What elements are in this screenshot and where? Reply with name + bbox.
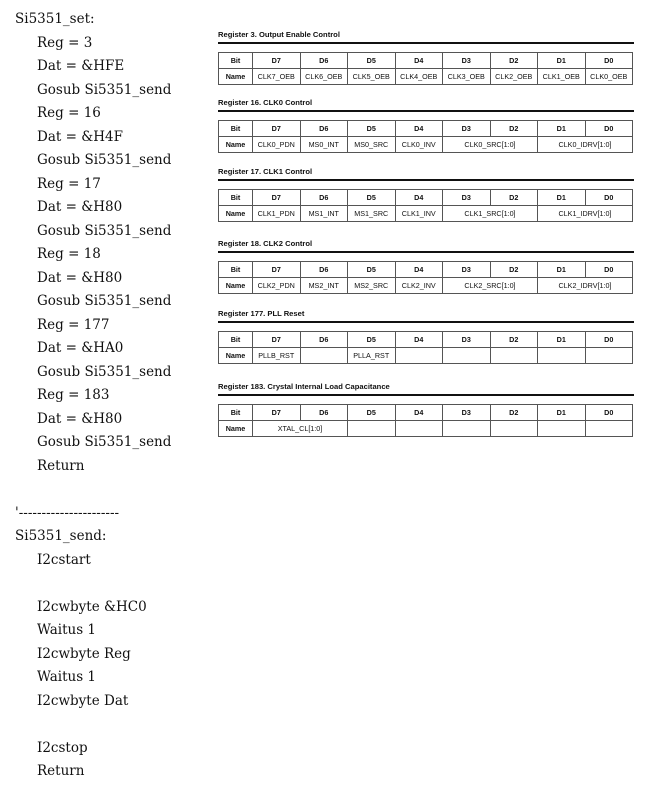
name-label: Name <box>219 421 253 437</box>
bit-header: D3 <box>443 332 491 348</box>
bit-row <box>219 332 633 348</box>
code-line: Reg = 177 <box>37 316 110 333</box>
field-cell: CLK2_PDN <box>253 278 301 294</box>
field-cell: CLK4_OEB <box>395 69 443 85</box>
field-cell: CLK7_OEB <box>253 69 301 85</box>
code-line: Gosub Si5351_send <box>37 222 172 239</box>
code-line: Dat = &HFE <box>37 58 125 74</box>
register-183-section <box>218 381 634 437</box>
register-table <box>218 331 633 364</box>
bit-header: D5 <box>348 121 396 137</box>
field-cell: CLK1_PDN <box>253 206 301 222</box>
field-cell <box>585 348 633 364</box>
bit-header: D0 <box>585 53 633 69</box>
title-rule <box>218 42 634 44</box>
bit-header: D2 <box>490 405 538 421</box>
code-line: Dat = &H80 <box>37 199 123 215</box>
bit-header: D6 <box>300 262 348 278</box>
code-line: Waitus 1 <box>37 622 96 638</box>
bit-header: D6 <box>300 53 348 69</box>
field-cell: CLK1_INV <box>395 206 443 222</box>
name-label: Name <box>219 206 253 222</box>
code-line: Gosub Si5351_send <box>37 152 172 168</box>
register-title: Register 183. Crystal Internal Load Capacitance <box>218 382 390 391</box>
register-table <box>218 261 633 294</box>
bit-row <box>219 121 633 137</box>
name-label: Name <box>219 137 253 153</box>
code-line: Reg = 3 <box>37 34 93 51</box>
code-line: I2cstart <box>37 551 91 568</box>
field-cell: CLK2_IDRV[1:0] <box>538 278 633 294</box>
bit-label: Bit <box>219 190 253 206</box>
code-line: I2cwbyte Dat <box>37 692 129 709</box>
name-label: Name <box>219 69 253 85</box>
field-cell: CLK1_IDRV[1:0] <box>538 206 633 222</box>
bit-header: D0 <box>585 121 633 137</box>
bit-label: Bit <box>219 53 253 69</box>
field-cell <box>538 421 586 437</box>
label-si5351-send: Si5351_send: <box>15 528 107 544</box>
code-line: Reg = 183 <box>37 387 110 403</box>
name-label: Name <box>219 348 253 364</box>
bit-label: Bit <box>219 121 253 137</box>
code-line: Gosub Si5351_send <box>37 81 172 98</box>
bit-header: D6 <box>300 405 348 421</box>
bit-header: D3 <box>443 405 491 421</box>
field-cell <box>585 421 633 437</box>
register-table <box>218 120 633 153</box>
field-cell <box>538 348 586 364</box>
code-line: Return <box>37 763 85 779</box>
field-cell: MS0_INT <box>300 137 348 153</box>
bit-header: D5 <box>348 53 396 69</box>
code-line: Waitus 1 <box>37 669 96 685</box>
field-cell: MS0_SRC <box>348 137 396 153</box>
name-row <box>219 348 633 364</box>
bit-header: D3 <box>443 53 491 69</box>
bit-header: D0 <box>585 262 633 278</box>
field-cell: CLK0_PDN <box>253 137 301 153</box>
field-cell <box>443 421 491 437</box>
bit-row <box>219 405 633 421</box>
bit-header: D6 <box>300 332 348 348</box>
register-title: Register 18. CLK2 Control <box>218 239 313 248</box>
bit-label: Bit <box>219 332 253 348</box>
bit-header: D4 <box>395 262 443 278</box>
field-cell <box>443 348 491 364</box>
bit-header: D1 <box>538 262 586 278</box>
code-line: Reg = 18 <box>37 246 101 262</box>
field-cell: CLK6_OEB <box>300 69 348 85</box>
blank-line <box>15 573 171 597</box>
separator-comment: '---------------------- <box>15 504 120 521</box>
bit-header: D0 <box>585 405 633 421</box>
field-cell: CLK0_SRC[1:0] <box>443 137 538 153</box>
code-line: Gosub Si5351_send <box>37 363 172 380</box>
bit-header: D3 <box>443 190 491 206</box>
code-line: Reg = 17 <box>37 175 101 192</box>
code-line: Gosub Si5351_send <box>37 293 172 309</box>
bit-header: D2 <box>490 332 538 348</box>
field-cell: CLK2_OEB <box>490 69 538 85</box>
bit-header: D2 <box>490 121 538 137</box>
bit-header: D4 <box>395 190 443 206</box>
bit-header: D4 <box>395 121 443 137</box>
bit-header: D2 <box>490 262 538 278</box>
field-cell: CLK3_OEB <box>443 69 491 85</box>
field-cell: CLK0_IDRV[1:0] <box>538 137 633 153</box>
title-rule <box>218 321 634 323</box>
title-rule <box>218 251 634 253</box>
code-listing <box>15 9 171 785</box>
field-cell: CLK1_SRC[1:0] <box>443 206 538 222</box>
field-cell <box>300 348 348 364</box>
code-line: Return <box>37 457 85 474</box>
field-cell <box>490 421 538 437</box>
code-line: I2cstop <box>37 739 88 756</box>
blank-line <box>15 714 171 738</box>
name-row <box>219 206 633 222</box>
bit-header: D1 <box>538 332 586 348</box>
code-line: Dat = &HA0 <box>37 340 124 356</box>
field-cell: CLK0_OEB <box>585 69 633 85</box>
register-title: Register 16. CLK0 Control <box>218 98 313 107</box>
register-table <box>218 189 633 222</box>
bit-header: D3 <box>443 262 491 278</box>
bit-header: D6 <box>300 121 348 137</box>
title-rule <box>218 110 634 112</box>
field-cell: MS2_SRC <box>348 278 396 294</box>
field-cell: CLK2_SRC[1:0] <box>443 278 538 294</box>
bit-row <box>219 190 633 206</box>
field-cell: MS1_INT <box>300 206 348 222</box>
title-rule <box>218 394 634 396</box>
field-cell: MS2_INT <box>300 278 348 294</box>
code-line: I2cwbyte &HC0 <box>37 598 147 615</box>
register-title: Register 17. CLK1 Control <box>218 167 313 176</box>
name-row <box>219 137 633 153</box>
field-cell <box>395 348 443 364</box>
bit-header: D7 <box>253 405 301 421</box>
field-cell <box>490 348 538 364</box>
field-cell: PLLB_RST <box>253 348 301 364</box>
blank-line <box>15 479 171 503</box>
bit-header: D3 <box>443 121 491 137</box>
bit-header: D2 <box>490 53 538 69</box>
bit-header: D0 <box>585 332 633 348</box>
field-cell <box>348 421 396 437</box>
bit-header: D7 <box>253 53 301 69</box>
code-line: Dat = &H80 <box>37 269 123 286</box>
register-table <box>218 404 633 437</box>
bit-header: D5 <box>348 332 396 348</box>
bit-header: D5 <box>348 405 396 421</box>
bit-header: D5 <box>348 190 396 206</box>
field-cell <box>395 421 443 437</box>
bit-header: D4 <box>395 405 443 421</box>
name-row <box>219 421 633 437</box>
bit-header: D7 <box>253 190 301 206</box>
name-row <box>219 278 633 294</box>
field-cell: PLLA_RST <box>348 348 396 364</box>
bit-header: D0 <box>585 190 633 206</box>
field-cell: CLK1_OEB <box>538 69 586 85</box>
bit-row <box>219 53 633 69</box>
register-177-section <box>218 308 634 364</box>
bit-header: D4 <box>395 53 443 69</box>
field-cell: CLK5_OEB <box>348 69 396 85</box>
register-17-section <box>218 166 634 222</box>
code-line: Gosub Si5351_send <box>37 434 172 450</box>
bit-header: D1 <box>538 121 586 137</box>
bit-header: D2 <box>490 190 538 206</box>
register-3-section <box>218 29 634 85</box>
bit-header: D7 <box>253 262 301 278</box>
name-label: Name <box>219 278 253 294</box>
field-cell: CLK2_INV <box>395 278 443 294</box>
code-line: Dat = &H80 <box>37 410 123 427</box>
bit-label: Bit <box>219 262 253 278</box>
bit-row <box>219 262 633 278</box>
bit-header: D4 <box>395 332 443 348</box>
register-16-section <box>218 97 634 153</box>
label-si5351-set: Si5351_set: <box>15 11 95 27</box>
name-row <box>219 69 633 85</box>
bit-header: D1 <box>538 405 586 421</box>
bit-header: D5 <box>348 262 396 278</box>
bit-header: D7 <box>253 332 301 348</box>
bit-header: D6 <box>300 190 348 206</box>
code-line: Dat = &H4F <box>37 128 123 145</box>
register-title: Register 3. Output Enable Control <box>218 30 340 39</box>
bit-header: D7 <box>253 121 301 137</box>
register-table <box>218 52 633 85</box>
register-18-section <box>218 238 634 294</box>
title-rule <box>218 179 634 181</box>
bit-header: D1 <box>538 190 586 206</box>
field-cell: XTAL_CL[1:0] <box>253 421 348 437</box>
code-line: I2cwbyte Reg <box>37 645 131 662</box>
field-cell: MS1_SRC <box>348 206 396 222</box>
field-cell: CLK0_INV <box>395 137 443 153</box>
bit-label: Bit <box>219 405 253 421</box>
bit-header: D1 <box>538 53 586 69</box>
code-line: Reg = 16 <box>37 105 101 121</box>
register-title: Register 177. PLL Reset <box>218 309 305 318</box>
